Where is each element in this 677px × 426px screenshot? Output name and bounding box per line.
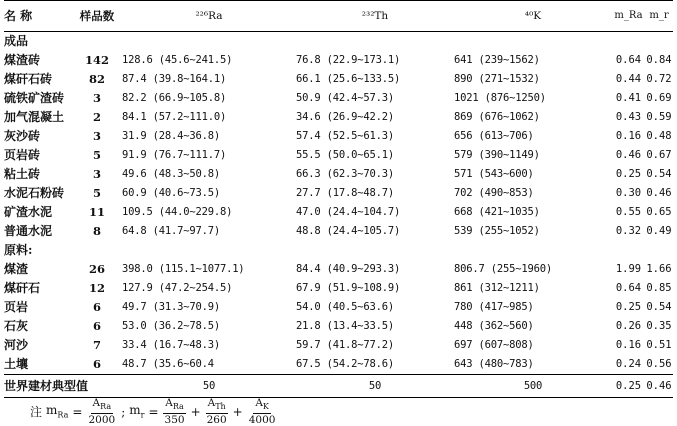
f1-num: A [92,397,101,409]
table-row [4,51,673,70]
plus-1: + [190,404,201,419]
world-cell-k: 500 [454,375,612,398]
cell-k: 579 (390~1149) [454,149,540,161]
world-cell-mr: 0.46 [645,375,673,398]
cell-ra: 84.1 (57.2~111.0) [122,111,227,123]
header-mr: m_r [645,1,673,32]
mra-letter: m [46,403,58,418]
table-row [4,298,673,317]
cell-mra: 1.99 [615,263,642,275]
cell-n: 3 [92,91,101,105]
cell-name: 石灰 [4,319,29,333]
header-name: 名 称 [4,1,72,32]
cell-k: 890 (271~1532) [454,73,540,85]
fraction-ra-2000 [86,397,117,426]
cell-ra: 128.6 (45.6~241.5) [122,54,233,66]
cell-mr: 0.85 [646,282,672,294]
cell-n: 8 [92,224,101,238]
cell-mra: 0.25 [615,168,642,180]
cell-mra: 0.16 [615,130,642,142]
header-count: 样品数 [72,1,122,32]
cell-n: 11 [88,205,105,219]
f2-num-sub: Ra [172,402,184,412]
cell-th: 67.9 (51.9~108.9) [296,282,401,294]
cell-ra: 49.6 (48.3~50.8) [122,168,220,180]
cell-mra: 0.24 [615,358,642,370]
cell-name: 灰沙砖 [4,129,41,143]
header-mra: m_Ra [612,1,645,32]
mra-symbol [46,403,68,419]
cell-k: 668 (421~1035) [454,206,540,218]
cell-mra: 0.32 [615,225,642,237]
cell-name: 加气混凝土 [4,110,65,124]
world-label: 世界建材典型值 [4,375,122,398]
cell-n: 5 [92,186,101,200]
cell-ra: 64.8 (41.7~97.7) [122,225,220,237]
cell-th: 66.3 (62.3~70.3) [296,168,394,180]
cell-mra: 0.30 [615,187,642,199]
cell-k: 448 (362~560) [454,320,534,332]
cell-k: 697 (607~808) [454,339,534,351]
table-row [4,355,673,375]
cell-ra: 31.9 (28.4~36.8) [122,130,220,142]
cell-k: 643 (480~783) [454,358,534,370]
table-row [4,127,673,146]
cell-mr: 0.69 [646,92,672,104]
radioactivity-table [4,0,673,398]
world-cell-mra: 0.25 [612,375,645,398]
world-cell-th: 50 [296,375,454,398]
cell-mr: 1.66 [646,263,672,275]
cell-name: 河沙 [4,338,29,352]
f3-num: A [207,397,216,409]
cell-k: 702 (490~853) [454,187,534,199]
cell-mr: 0.65 [646,206,672,218]
cell-name: 普通水泥 [4,224,53,238]
table-body [4,32,673,398]
cell-mra: 0.41 [615,92,642,104]
equals-1: = [72,404,83,419]
cell-th: 55.5 (50.0~65.1) [296,149,394,161]
cell-k: 641 (239~1562) [454,54,540,66]
mra-sub: Ra [57,410,69,420]
table-row [4,336,673,355]
cell-mr: 0.46 [646,187,672,199]
cell-th: 57.4 (52.5~61.3) [296,130,394,142]
cell-mra: 0.46 [615,149,642,161]
cell-n: 2 [92,110,101,124]
cell-th: 48.8 (24.4~105.7) [296,225,401,237]
cell-mr: 0.84 [646,54,672,66]
cell-th: 76.8 (22.9~173.1) [296,54,401,66]
cell-ra: 82.2 (66.9~105.8) [122,92,227,104]
cell-k: 656 (613~706) [454,130,534,142]
cell-mra: 0.16 [615,339,642,351]
cell-th: 84.4 (40.9~293.3) [296,263,401,275]
cell-ra: 87.4 (39.8~164.1) [122,73,227,85]
f4-num: A [255,397,263,409]
cell-mra: 0.64 [615,282,642,294]
table-row [4,203,673,222]
cell-name: 硫铁矿渣砖 [4,91,65,105]
cell-n: 6 [92,319,101,333]
f4-den: 4000 [248,414,276,426]
equals-2: = [148,404,159,419]
cell-mr: 0.48 [646,130,672,142]
cell-name: 煤矸石砖 [4,72,53,86]
world-cell-ra: 50 [122,375,296,398]
table-header-row [4,1,673,32]
group-title: 成品 [4,34,29,48]
table-row [4,317,673,336]
cell-k: 780 (417~985) [454,301,534,313]
cell-name: 煤矸石 [4,281,41,295]
cell-mr: 0.56 [646,358,672,370]
cell-mra: 0.44 [615,73,642,85]
cell-n: 3 [92,167,101,181]
table-row [4,146,673,165]
mr-letter: m [129,403,141,418]
cell-th: 27.7 (17.8~48.7) [296,187,394,199]
cell-mr: 0.54 [646,301,672,313]
cell-mr: 0.51 [646,339,672,351]
cell-mr: 0.49 [646,225,672,237]
plus-2: + [232,404,243,419]
note-label: 注 [30,405,43,420]
cell-n: 12 [88,281,105,295]
mr-sub: r [140,410,145,420]
group-header-row [4,241,673,260]
separator: ; [121,404,126,419]
cell-th: 54.0 (40.5~63.6) [296,301,394,313]
cell-name: 页岩 [4,300,29,314]
cell-name: 土壤 [4,357,29,371]
cell-k: 806.7 (255~1960) [454,263,552,275]
fraction-th-260 [205,397,229,426]
cell-mr: 0.35 [646,320,672,332]
cell-mr: 0.72 [646,73,672,85]
cell-name: 煤渣砖 [4,53,41,67]
cell-k: 1021 (876~1250) [454,92,546,104]
f3-den: 260 [206,414,227,426]
cell-th: 47.0 (24.4~104.7) [296,206,401,218]
cell-n: 6 [92,357,101,371]
fraction-ra-350 [163,397,187,426]
cell-mra: 0.55 [615,206,642,218]
cell-ra: 53.0 (36.2~78.5) [122,320,220,332]
world-typical-row [4,375,673,398]
f1-num-sub: Ra [100,402,112,412]
table-row [4,70,673,89]
cell-n: 142 [84,53,109,67]
cell-th: 66.1 (25.6~133.5) [296,73,401,85]
cell-ra: 109.5 (44.0~229.8) [122,206,233,218]
table-row [4,222,673,241]
cell-n: 5 [92,148,101,162]
mr-symbol [129,403,144,419]
cell-mra: 0.43 [615,111,642,123]
cell-ra: 60.9 (40.6~73.5) [122,187,220,199]
f1-den: 2000 [88,414,116,426]
table-row [4,279,673,298]
cell-th: 50.9 (42.4~57.3) [296,92,394,104]
header-k: ⁴⁰K [454,1,612,32]
cell-ra: 48.7 (35.6~60.4 [122,358,214,370]
footnote-formula [30,397,277,426]
cell-k: 861 (312~1211) [454,282,540,294]
cell-n: 7 [92,338,101,352]
cell-k: 539 (255~1052) [454,225,540,237]
cell-ra: 33.4 (16.7~48.3) [122,339,220,351]
cell-th: 67.5 (54.2~78.6) [296,358,394,370]
cell-n: 82 [88,72,105,86]
table-row [4,184,673,203]
cell-mr: 0.59 [646,111,672,123]
cell-th: 34.6 (26.9~42.2) [296,111,394,123]
cell-ra: 398.0 (115.1~1077.1) [122,263,245,275]
f2-den: 350 [164,414,185,426]
table-row [4,165,673,184]
cell-mr: 0.54 [646,168,672,180]
header-th: ²³²Th [296,1,454,32]
cell-name: 矿渣水泥 [4,205,53,219]
cell-k: 571 (543~600) [454,168,534,180]
cell-mr: 0.67 [646,149,672,161]
table-row [4,260,673,279]
cell-ra: 49.7 (31.3~70.9) [122,301,220,313]
group-title: 原料: [4,243,33,257]
cell-name: 页岩砖 [4,148,41,162]
group-header-row [4,32,673,52]
table-row [4,108,673,127]
cell-ra: 91.9 (76.7~111.7) [122,149,227,161]
cell-n: 26 [88,262,105,276]
cell-n: 3 [92,129,101,143]
cell-mra: 0.64 [615,54,642,66]
f4-num-sub: K [262,402,269,412]
cell-k: 869 (676~1062) [454,111,540,123]
f3-num-sub: Th [215,402,226,412]
cell-name: 粘土砖 [4,167,41,181]
header-ra: ²²⁶Ra [122,1,296,32]
cell-name: 水泥石粉砖 [4,186,65,200]
f2-num: A [165,397,173,409]
cell-n: 6 [92,300,101,314]
cell-name: 煤渣 [4,262,29,276]
cell-mra: 0.25 [615,301,642,313]
cell-th: 59.7 (41.8~77.2) [296,339,394,351]
cell-ra: 127.9 (47.2~254.5) [122,282,233,294]
fraction-k-4000 [247,397,278,426]
table-row [4,89,673,108]
cell-mra: 0.26 [615,320,642,332]
cell-th: 21.8 (13.4~33.5) [296,320,394,332]
